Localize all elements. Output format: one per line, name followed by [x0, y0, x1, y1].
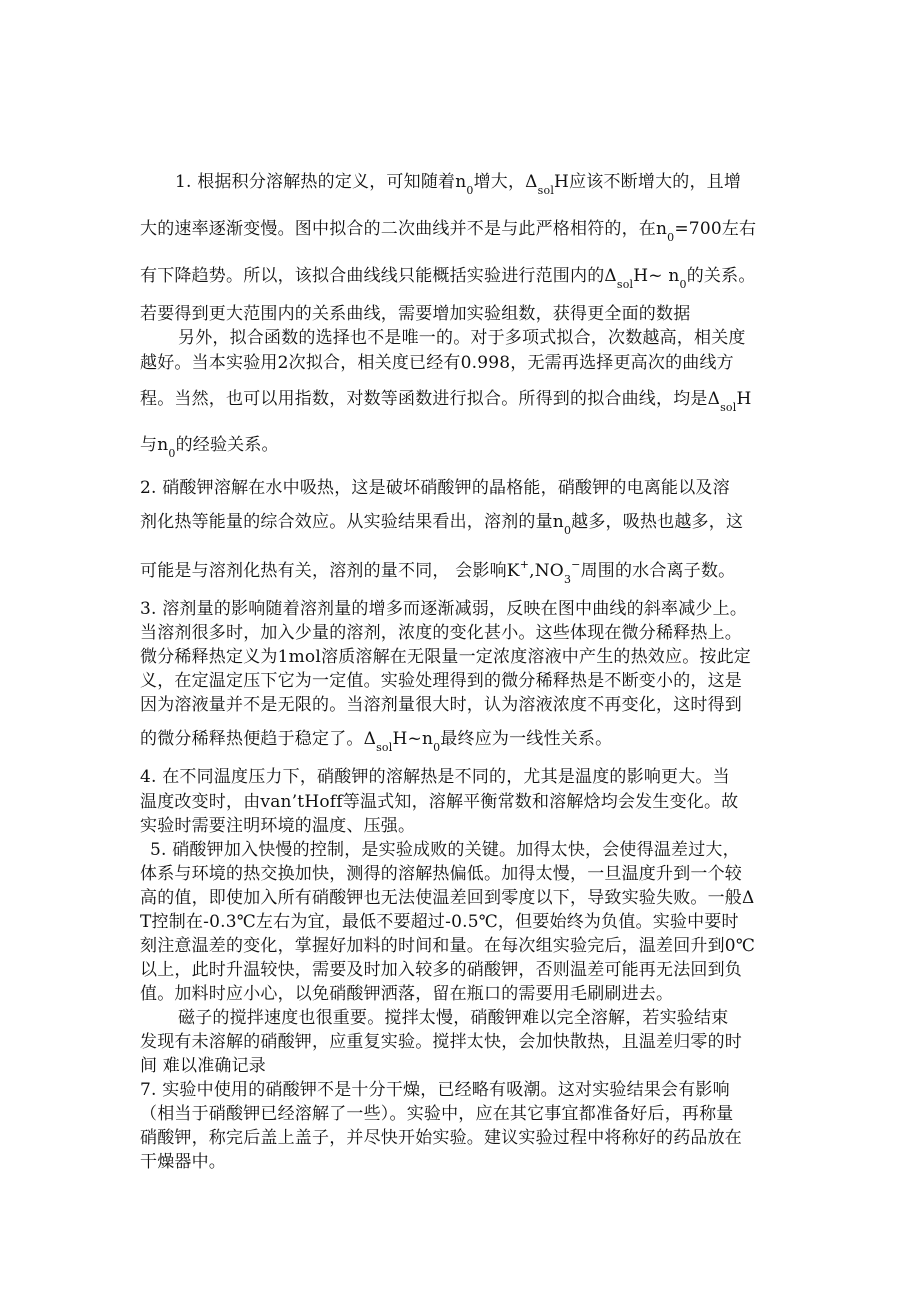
subscript: 0 [679, 278, 687, 291]
text: =700左右 [674, 219, 757, 239]
p5-line-6: 以上，此时升温较快，需要及时加入较多的硝酸钾，否则温差可能再无法回到负 [140, 960, 742, 980]
text: 1. 根据积分溶解热的定义，可知随着n [175, 172, 467, 192]
p5-line-4: T控制在-0.3℃左右为宜，最低不要超过-0.5℃，但要始终为负值。实验中要时 [140, 912, 739, 932]
p6-line-3: 间 难以准确记录 [140, 1056, 267, 1076]
subscript: sol [376, 741, 393, 754]
p4-line-3: 实验时需要注明环境的温度、压强。 [140, 816, 416, 836]
p4-line-1: 4. 在不同温度压力下，硝酸钾的溶解热是不同的，尤其是温度的影响更大。当 [140, 767, 730, 787]
subscript: 3 [563, 573, 572, 586]
p3-line-3: 微分稀释热定义为1mol溶质溶解在无限量一定浓度溶液中产生的热效应。按此定 [140, 647, 752, 667]
text: 大的速率逐渐变慢。图中拟合的二次曲线并不是与此严格相符的，在n [140, 219, 668, 239]
text: 越多，吸热也越多，这 [571, 512, 744, 532]
p1-line-5: 另外，拟合函数的选择也不是唯一的。对于多项式拟合，次数越高，相关度 [178, 328, 746, 348]
subscript: sol [537, 184, 555, 197]
subscript: 0 [433, 741, 441, 754]
text: 的关系。 [686, 266, 756, 286]
p2-line-1: 2. 硝酸钾溶解在水中吸热，这是破坏硝酸钾的晶格能，硝酸钾的电离能以及溶 [140, 478, 730, 498]
p6-line-1: 磁子的搅拌速度也很重要。搅拌太慢，硝酸钾难以完全溶解，若实验结束 [178, 1008, 729, 1028]
p7-line-4: 干燥器中。 [140, 1152, 226, 1172]
subscript: sol [616, 278, 634, 291]
text: H~n [392, 729, 434, 749]
superscript: + [519, 558, 530, 571]
p3-line-6 [140, 728, 800, 754]
superscript: − [571, 558, 581, 571]
subscript: 0 [667, 231, 675, 244]
text: H应该不断增大的，且增 [554, 172, 742, 192]
p2-line-2 [140, 511, 800, 537]
subscript: 0 [466, 184, 474, 197]
text: ,NO [529, 561, 564, 581]
p1-line-4: 若要得到更大范围内的关系曲线，需要增加实验组数，获得更全面的数据 [140, 304, 691, 324]
p3-line-5: 因为溶液量并不是无限的。当溶剂量很大时，认为溶液浓度不再变化，这时得到 [140, 695, 742, 715]
text: 最终应为一线性关系。 [440, 729, 613, 749]
p2-line-3 [140, 558, 800, 586]
p3-line-4: 义，在定温定压下它为一定值。实验处理得到的微分稀释热是不断变小的，这是 [140, 671, 742, 691]
p1-line-8 [140, 434, 800, 460]
subscript: 0 [563, 524, 572, 537]
p3-line-2: 当溶剂很多时，加入少量的溶剂，浓度的变化甚小。这些体现在微分稀释热上。 [140, 623, 742, 643]
text: 的微分稀释热便趋于稳定了。Δ [140, 729, 377, 749]
text: 有下降趋势。所以，该拟合曲线线只能概括实验进行范围内的Δ [140, 266, 617, 286]
text: H~ n [633, 266, 680, 286]
p4-line-2: 温度改变时，由van’tHoff等温式知，溶解平衡常数和溶解焓均会发生变化。故 [140, 792, 739, 812]
p5-line-2: 体系与环境的热交换加快，测得的溶解热偏低。加得太慢，一旦温度升到一个较 [140, 864, 742, 884]
p5-line-5: 刻注意温差的变化，掌握好加料的时间和量。在每次组实验完后，温差回升到0℃ [140, 936, 756, 956]
text: 可能是与溶剂化热有关，溶剂的量不同， 会影响K [140, 561, 520, 581]
subscript: sol [720, 401, 737, 414]
p7-line-1: 7. 实验中使用的硝酸钾不是十分干燥，已经略有吸潮。这对实验结果会有影响 [140, 1080, 730, 1100]
p5-line-1: 5. 硝酸钾加入快慢的控制，是实验成败的关键。加得太快，会使得温差过大， [150, 840, 740, 860]
p7-line-2: （相当于硝酸钾已经溶解了一些）。实验中，应在其它事宜都准备好后，再称量 [140, 1104, 734, 1124]
subscript: 0 [168, 447, 176, 460]
text: 的经验关系。 [175, 435, 279, 455]
p5-line-3: 高的值，即使加入所有硝酸钾也无法使温差回到零度以下，导致实验失败。一般Δ [140, 888, 755, 908]
p1-line-7 [140, 388, 800, 414]
text: 与n [140, 435, 169, 455]
text: 程。当然，也可以用指数，对数等函数进行拟合。所得到的拟合曲线，均是Δ [140, 389, 721, 409]
p1-line-3 [140, 265, 800, 291]
p6-line-2: 发现有未溶解的硝酸钾，应重复实验。搅拌太快，会加快散热，且温差归零的时 [140, 1032, 742, 1052]
p1-line-6: 越好。当本实验用2次拟合，相关度已经有0.998，无需再选择更高次的曲线方 [140, 353, 734, 373]
p1-line-2 [140, 218, 800, 244]
text: 周围的水合离子数。 [580, 561, 736, 581]
p7-line-3: 硝酸钾，称完后盖上盖子，并尽快开始实验。建议实验过程中将称好的药品放在 [140, 1128, 742, 1148]
text: H [736, 389, 752, 409]
p5-line-7: 值。加料时应小心，以免硝酸钾洒落，留在瓶口的需要用毛刷刷进去。 [140, 984, 674, 1004]
text: 剂化热等能量的综合效应。从实验结果看出，溶剂的量n [140, 512, 564, 532]
p3-line-1: 3. 溶剂量的影响随着溶剂量的增多而逐渐减弱，反映在图中曲线的斜率减少上。 [140, 599, 748, 619]
text: 增大，Δ [473, 172, 538, 192]
p1-line-1 [175, 171, 800, 197]
